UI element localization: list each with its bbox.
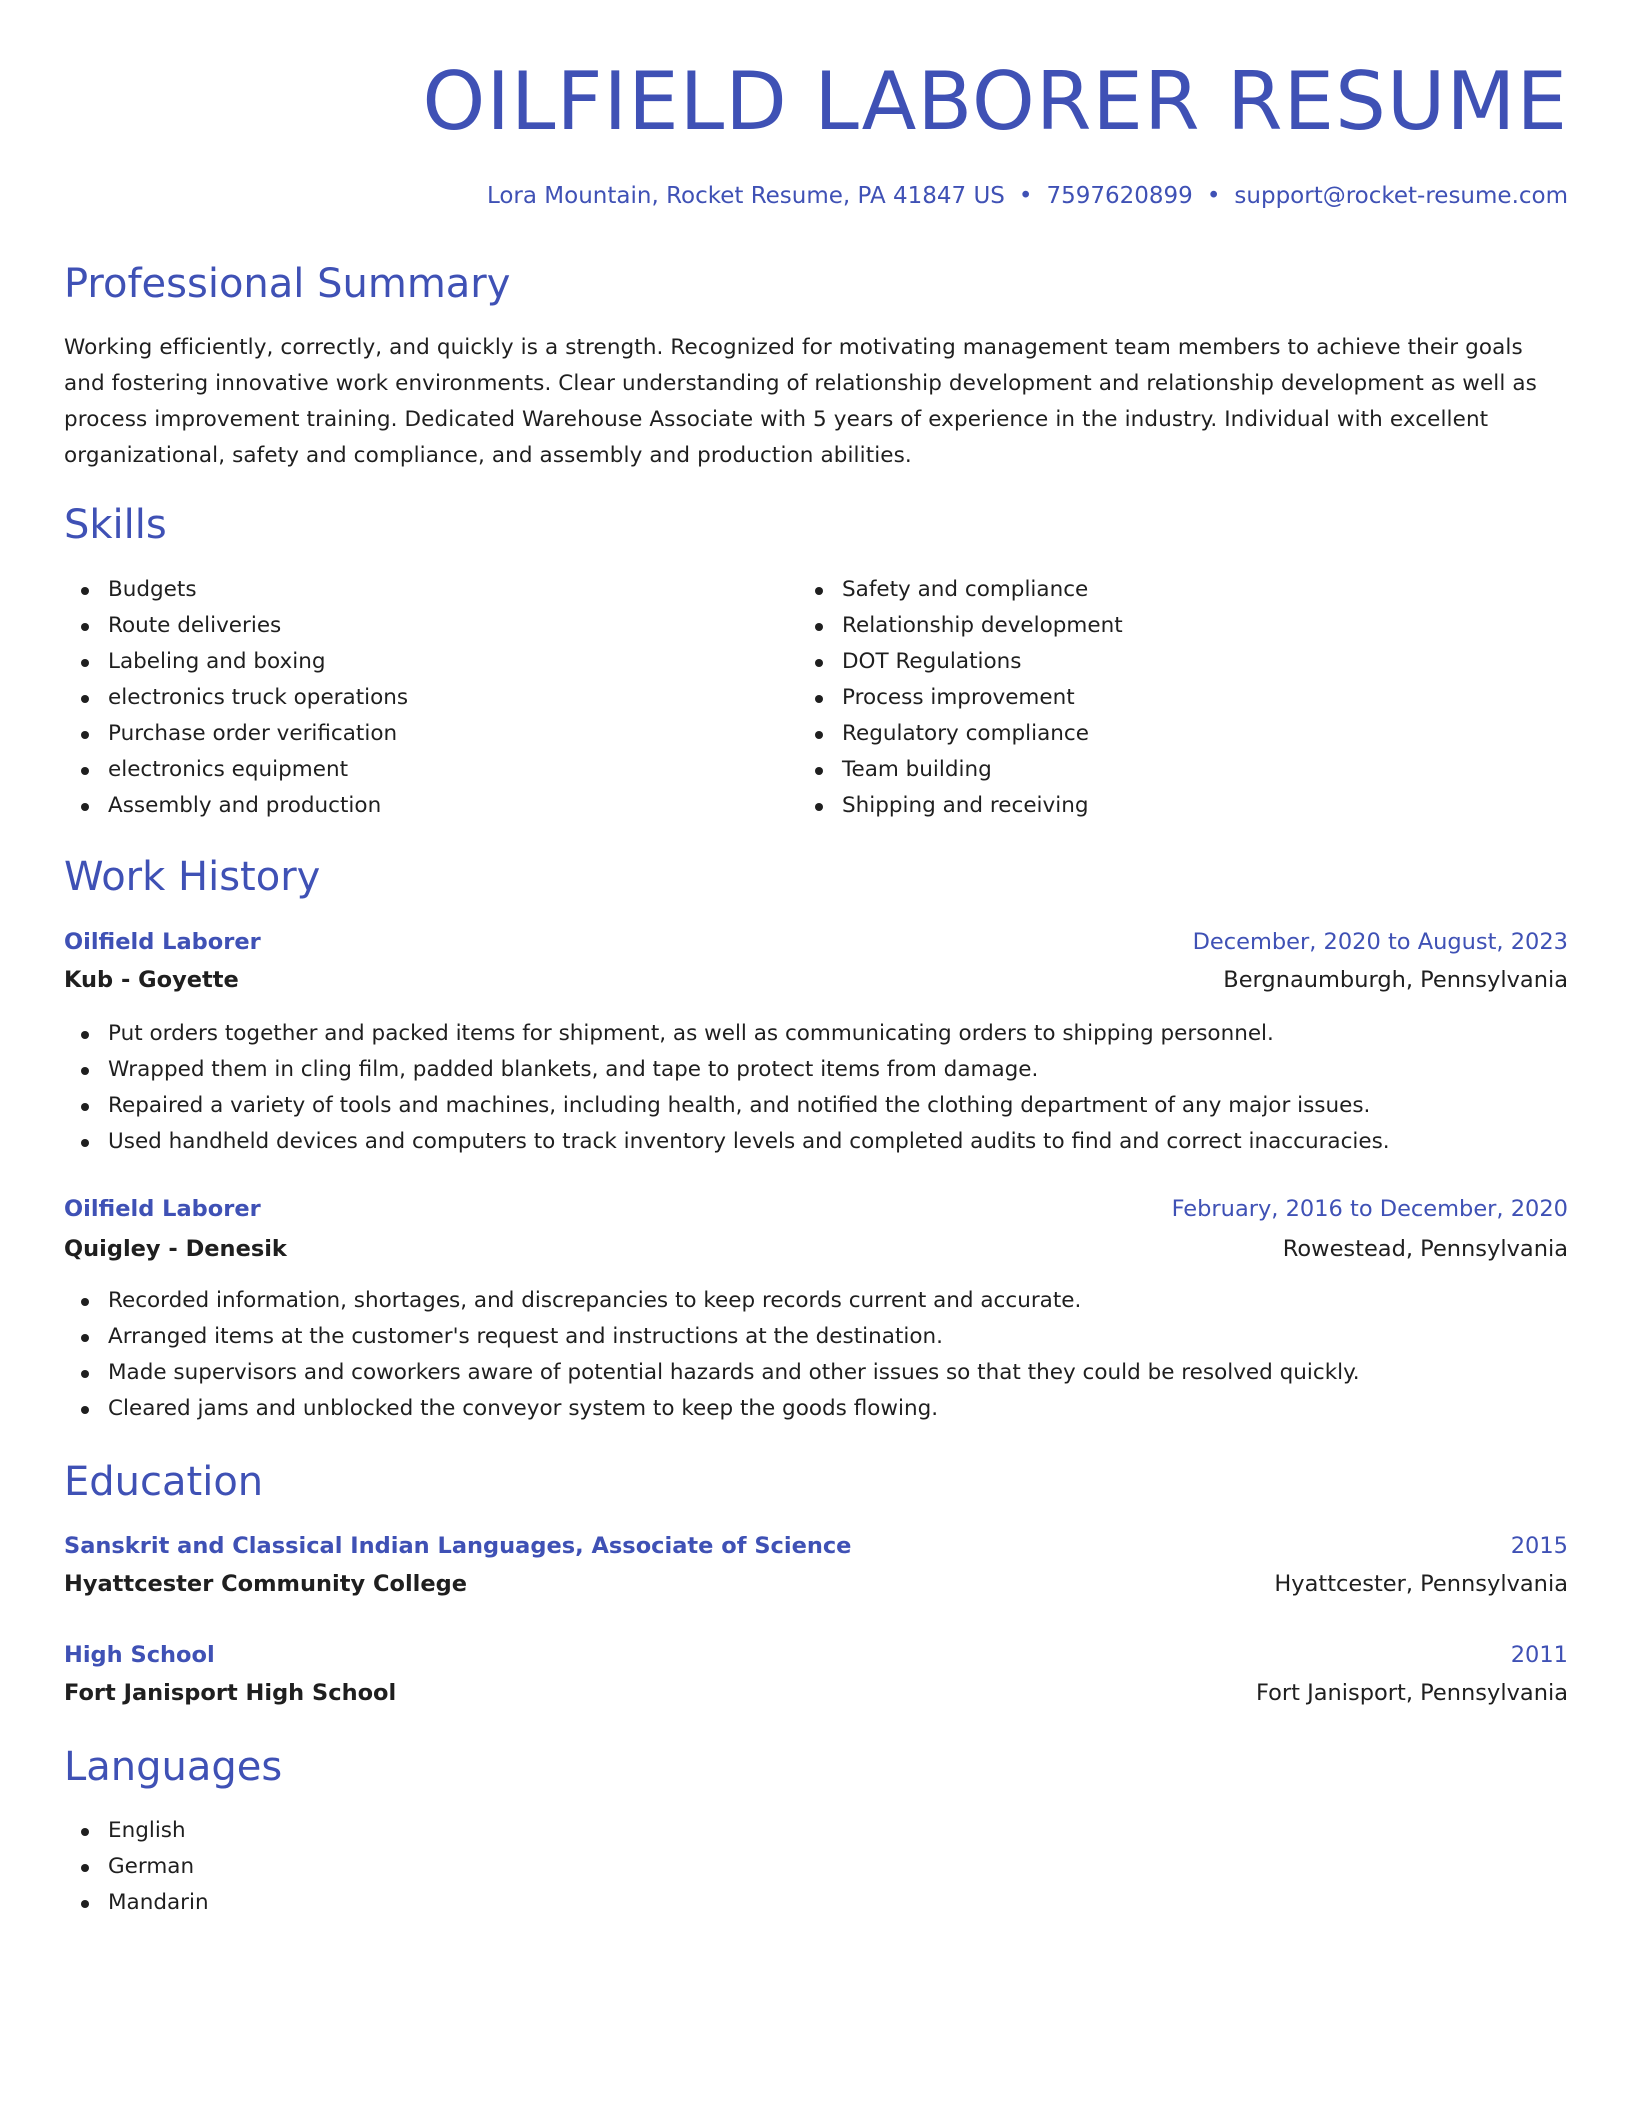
skill-item: Process improvement	[798, 680, 1498, 716]
education-location: Hyattcester, Pennsylvania	[1274, 1571, 1568, 1597]
skill-item: Labeling and boxing	[64, 644, 764, 680]
job-location: Bergnaumburgh, Pennsylvania	[1223, 967, 1568, 993]
skill-item: Team building	[798, 752, 1498, 788]
skill-item: Shipping and receiving	[798, 788, 1498, 824]
contact-email: support@rocket-resume.com	[1234, 183, 1568, 209]
skill-item: electronics equipment	[64, 752, 764, 788]
contact-line	[487, 180, 1568, 212]
job-duty-item: Put orders together and packed items for shipment, as well as communicating orders to shipping personnel.	[64, 1016, 1568, 1052]
skill-item: Assembly and production	[64, 788, 764, 824]
skill-item: Relationship development	[798, 608, 1498, 644]
education-school: Hyattcester Community College	[64, 1571, 468, 1597]
education-subheader	[64, 1675, 1568, 1713]
language-item: Mandarin	[64, 1885, 1568, 1921]
language-item: German	[64, 1849, 1568, 1885]
skill-item: Regulatory compliance	[798, 716, 1498, 752]
skill-item: DOT Regulations	[798, 644, 1498, 680]
skill-item: Budgets	[64, 572, 764, 608]
contact-address: Lora Mountain, Rocket Resume, PA 41847 US	[486, 183, 1005, 209]
skills-column-right	[798, 572, 1498, 824]
education-header	[64, 1528, 1568, 1566]
job-dates: December, 2020 to August, 2023	[1192, 929, 1568, 955]
skill-item: Safety and compliance	[798, 572, 1498, 608]
education-degree: Sanskrit and Classical Indian Languages, Associate of Science	[64, 1533, 852, 1559]
education-heading: Education	[64, 1459, 264, 1505]
skill-item: Purchase order verification	[64, 716, 764, 752]
skills-heading: Skills	[64, 502, 167, 548]
job-subheader	[64, 962, 1568, 1000]
skills-column-left	[64, 572, 764, 824]
education-school: Fort Janisport High School	[64, 1680, 397, 1706]
job-company: Quigley - Denesik	[64, 1236, 287, 1262]
education-year: 2011	[1510, 1642, 1568, 1668]
job-subheader	[64, 1231, 1568, 1269]
contact-phone: 7597620899	[1046, 183, 1193, 209]
skill-item: electronics truck operations	[64, 680, 764, 716]
education-year: 2015	[1510, 1533, 1568, 1559]
work-history-heading: Work History	[64, 854, 321, 900]
job-duty-item: Repaired a variety of tools and machines, including health, and notified the clothing department of any major issues.	[64, 1088, 1568, 1124]
education-degree: High School	[64, 1642, 215, 1668]
education-location: Fort Janisport, Pennsylvania	[1255, 1680, 1568, 1706]
job-company: Kub - Goyette	[64, 967, 239, 993]
job-location: Rowestead, Pennsylvania	[1282, 1236, 1568, 1262]
job-dates: February, 2016 to December, 2020	[1171, 1196, 1568, 1222]
job-duties	[64, 1016, 1568, 1160]
job-header	[64, 1191, 1568, 1229]
job-title: Oilfield Laborer	[64, 929, 261, 955]
job-duty-item: Made supervisors and coworkers aware of potential hazards and other issues so that they could be resolved quickly.	[64, 1355, 1568, 1391]
contact-separator: •	[1206, 183, 1221, 209]
job-header	[64, 924, 1568, 962]
job-duties	[64, 1283, 1568, 1427]
job-title: Oilfield Laborer	[64, 1196, 261, 1222]
languages-heading: Languages	[64, 1744, 283, 1790]
contact-separator: •	[1018, 183, 1033, 209]
language-item: English	[64, 1813, 1568, 1849]
job-duty-item: Arranged items at the customer's request and instructions at the destination.	[64, 1319, 1568, 1355]
education-header	[64, 1637, 1568, 1675]
skill-item: Route deliveries	[64, 608, 764, 644]
resume-title: OILFIELD LABORER RESUME	[422, 55, 1568, 148]
summary-heading: Professional Summary	[64, 261, 511, 307]
education-subheader	[64, 1566, 1568, 1604]
summary-text: Working efficiently, correctly, and quickly is a strength. Recognized for motivating management team members to achieve their goals and fostering innovative work environments. Clear understanding of relationship development and relationship development as well as process improvement training. Dedicated Warehouse Associate with 5 years of experience in the industry. Individual with excellent organizational, safety and compliance, and assembly and production abilities.	[64, 335, 1537, 468]
job-duty-item: Cleared jams and unblocked the conveyor system to keep the goods flowing.	[64, 1391, 1568, 1427]
job-duty-item: Recorded information, shortages, and discrepancies to keep records current and accurate.	[64, 1283, 1568, 1319]
job-duty-item: Used handheld devices and computers to track inventory levels and completed audits to find and correct inaccuracies.	[64, 1124, 1568, 1160]
job-duty-item: Wrapped them in cling film, padded blankets, and tape to protect items from damage.	[64, 1052, 1568, 1088]
languages-list	[64, 1813, 1568, 1921]
